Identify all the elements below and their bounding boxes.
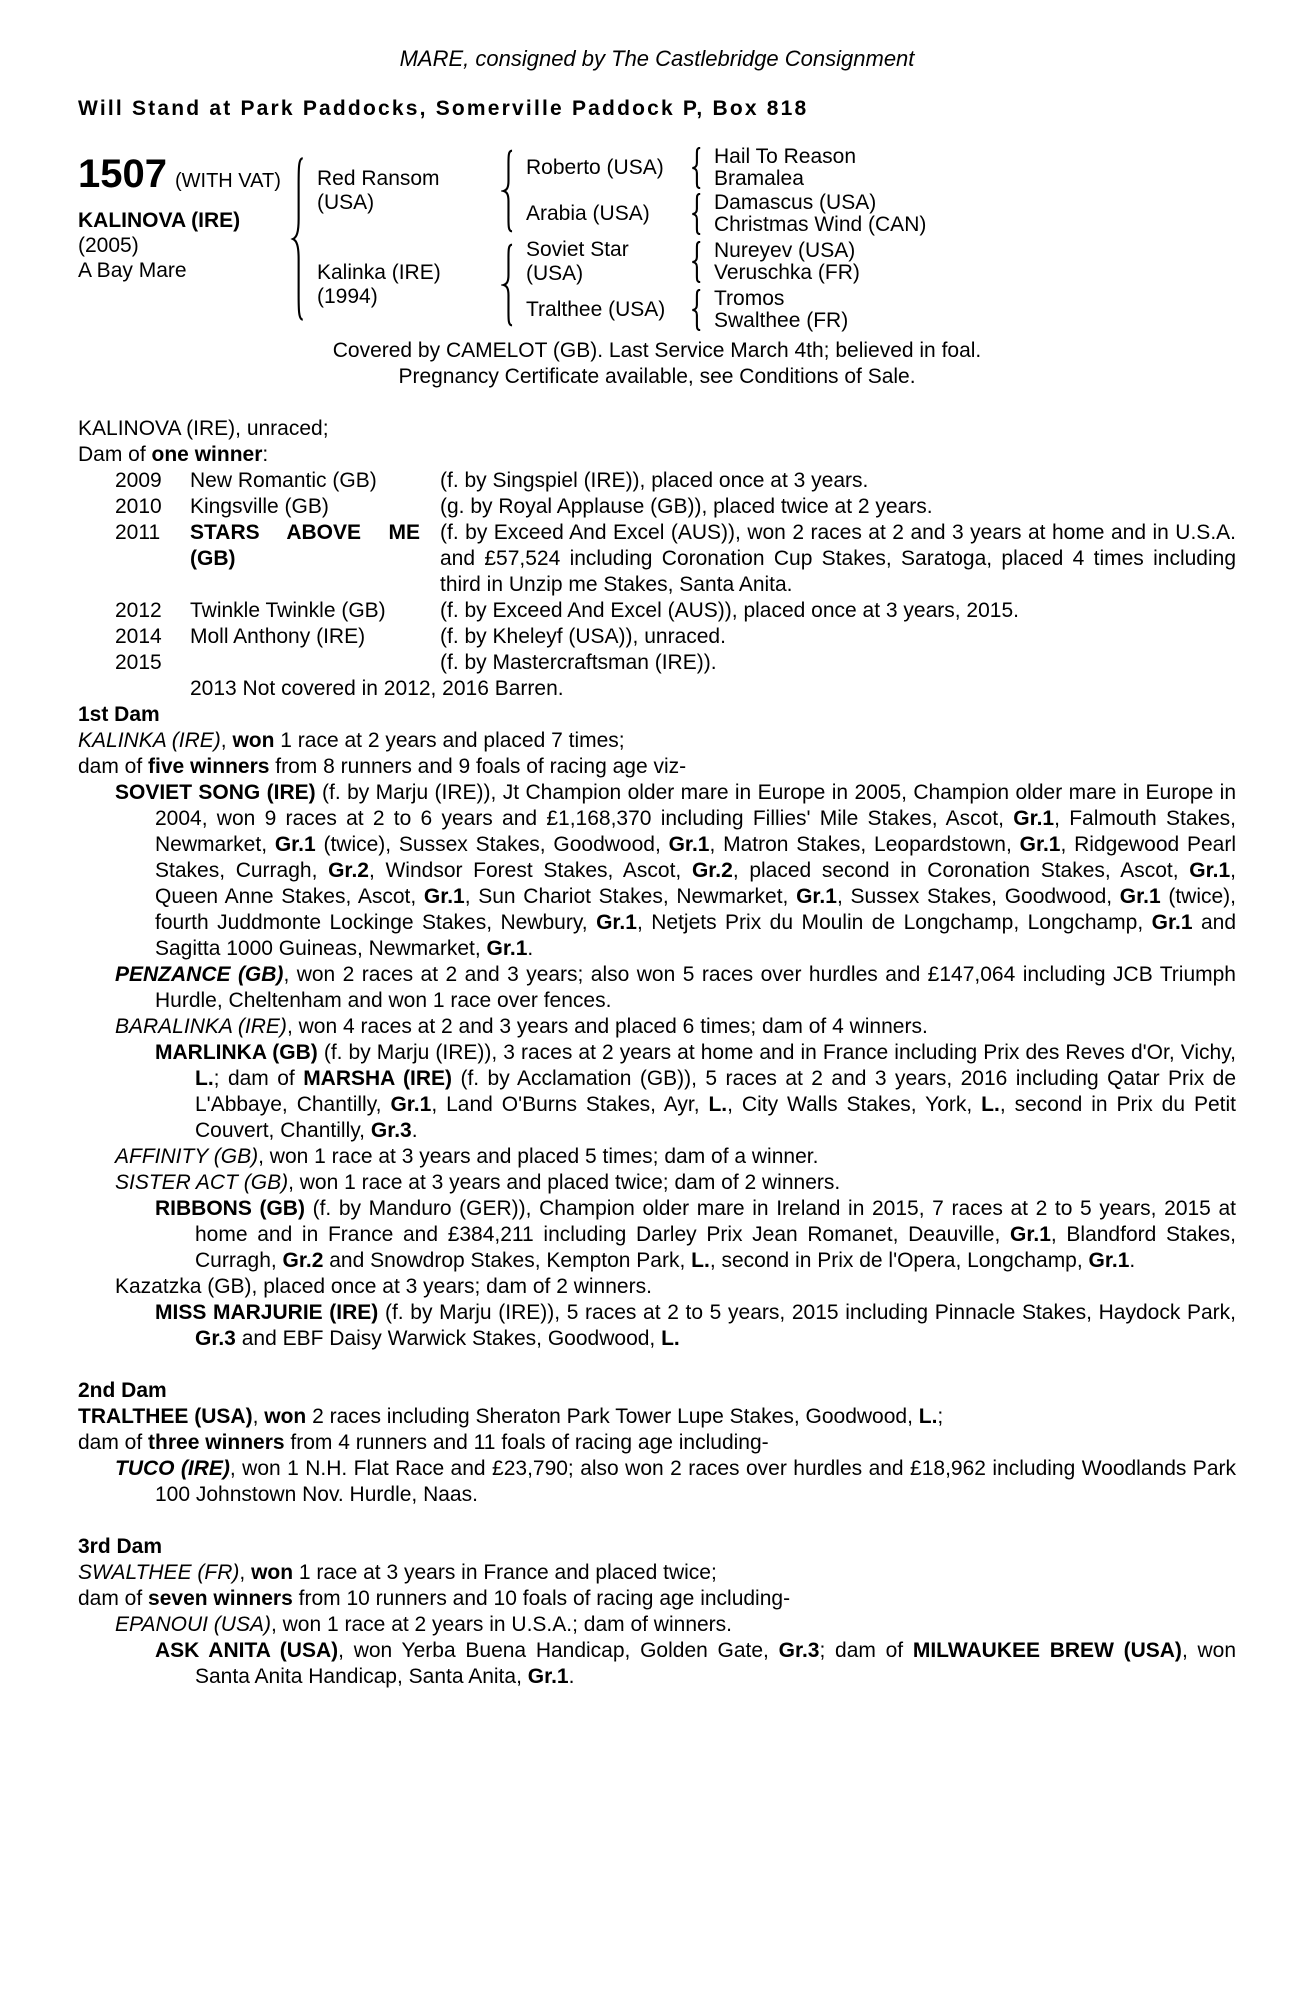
great-grandparent-name: Hail To Reason [714,145,857,168]
grandsire-branch [514,146,1236,190]
pedigree-brace-icon [690,241,702,283]
granddam-branch [514,288,1236,332]
foal-description: (f. by Exceed And Excel (AUS)), won 2 races at 2 and 3 years at home and in U.S.A. and £57,524 including Coronation Cup Stakes, Saratoga, placed 4 times including third in Unzip me Stakes, Santa Anita. [440,521,1236,596]
foal-name [190,650,440,676]
great-grandparent-name: Nureyev (USA) [714,239,856,262]
great-grandparent-name: Veruschka (FR) [714,261,860,284]
pregnancy-certificate-line: Pregnancy Certificate available, see Conditions of Sale. [398,365,916,388]
foal-name: Moll Anthony (IRE) [190,625,366,648]
dam-branch [305,238,1236,332]
dam-summary: SWALTHEE (FR), won 1 race at 3 years in France and placed twice; [78,1561,717,1584]
lot-line [78,146,290,194]
dam-year: (1994) [317,285,378,308]
grandsire-branch [514,238,1236,286]
horse-entry-tuco: TUCO (IRE), won 1 N.H. Flat Race and £23,790; also won 2 races over hurdles and £18,962 including Woodlands Park 100 Johnstown Nov. Hurdle, Naas. [115,1457,1236,1506]
section-heading: 1st Dam [78,703,160,726]
horse-entry-kazatzka: Kazatzka (GB), placed once at 3 years; dam of 2 winners. [115,1275,652,1298]
horse-entry-baralinka: BARALINKA (IRE), won 4 races at 2 and 3 years and placed 6 times; dam of 4 winners. [115,1015,928,1038]
sire-grandparents [514,146,1236,236]
foal-year: 2009 [115,469,162,492]
horse-entry-sister-act: SISTER ACT (GB), won 1 race at 3 years and placed twice; dam of 2 winners. [115,1171,841,1194]
produce-row [115,650,1236,676]
produce-row [115,520,1236,598]
foal-description: (g. by Royal Applause (GB)), placed twice at 2 years. [440,495,933,518]
great-grandparent-name: Tromos [714,287,785,310]
dam-name [305,261,501,309]
pedigree-brace-icon [690,193,702,235]
foal-description: (f. by Kheleyf (USA)), unraced. [440,625,726,648]
foal-year: 2015 [115,651,162,674]
great-grandparents [702,146,1236,190]
horse-entry-soviet-song: SOVIET SONG (IRE) (f. by Marju (IRE)), Jt Champion older mare in Europe in 2005, Champion older mare in Europe in 2004, won 9 races at 2 to 6 years and £1,168,370 including Fillies' Mile Stakes, Ascot, Gr.1, Falmouth Stakes, Newmarket, Gr.1 (twice), Sussex Stakes, Goodwood, Gr.1, Matron Stakes, Leopardstown, Gr.1, Ridgewood Pearl Stakes, Curragh, Gr.2, Windsor Forest Stakes, Ascot, Gr.2, placed second in Coronation Stakes, Ascot, Gr.1, Queen Anne Stakes, Ascot, Gr.1, Sun Chariot Stakes, Newmarket, Gr.1, Sussex Stakes, Goodwood, Gr.1 (twice), fourth Juddmonte Lockinge Stakes, Newbury, Gr.1, Netjets Prix du Moulin de Longchamp, Longchamp, Gr.1 and Sagitta 1000 Guineas, Newmarket, Gr.1. [115,781,1237,960]
horse-entry-penzance: PENZANCE (GB), won 2 races at 2 and 3 years; also won 5 races over hurdles and £147,064 including JCB Triumph Hurdle, Cheltenham and won 1 race over fences. [115,963,1236,1012]
pedigree-brace-icon [501,149,514,233]
pedigree-brace-icon [690,147,702,189]
great-grandparents [702,192,1236,236]
dam-grandparents [514,238,1236,332]
mare-race-record: KALINOVA (IRE), unraced; [78,417,329,440]
dam-summary: KALINKA (IRE), won 1 race at 2 years and placed 7 times; [78,729,625,752]
horse-entry-ribbons: RIBBONS (GB) (f. by Manduro (GER)), Champion older mare in Ireland in 2015, 7 races at 2 to 5 years, 2015 at home and in France and £384,211 including Darley Prix Jean Romanet, Deauville, Gr.1, Blandford Stakes, Curragh, Gr.2 and Snowdrop Stakes, Kempton Park, L., second in Prix de l'Opera, Longchamp, Gr.1. [155,1197,1237,1272]
great-grandparents [702,288,1236,332]
foal-year: 2011 [115,521,161,544]
pedigree-brace-icon [690,289,702,331]
vat-label: (WITH VAT) [174,170,281,192]
great-grandparents [702,240,1236,284]
first-dam-section [78,702,1236,1352]
foal-name: Twinkle Twinkle (GB) [190,599,386,622]
dam-summary: TRALTHEE (USA), won 2 races including Sheraton Park Tower Lupe Stakes, Goodwood, L.; [78,1405,944,1428]
subject-horse-description: A Bay Mare [78,259,187,282]
pedigree-brace-icon [501,243,514,327]
stand-location-line: Will Stand at Park Paddocks, Somerville Paddock P, Box 818 [78,97,809,120]
covered-line: Covered by CAMELOT (GB). Last Service March 4th; believed in foal. [332,339,982,362]
consignment-title: MARE, consigned by The Castlebridge Consignment [399,46,915,71]
produce-record [78,416,1236,702]
foal-name: STARS ABOVE ME (GB) [190,521,420,570]
grandparent-name: Tralthee (USA) [526,298,666,321]
foal-year: 2012 [115,599,162,622]
third-dam-section [78,1534,1236,1690]
pedigree-brace-icon [290,155,305,323]
lot-number: 1507 [78,152,167,196]
pedigree-subject [78,146,290,332]
subject-horse [78,208,290,283]
produce-row [115,468,1236,494]
foal-year: 2014 [115,625,162,648]
subject-horse-name: KALINOVA (IRE) [78,209,241,232]
great-grandparent-name: Swalthee (FR) [714,309,849,332]
horse-entry-affinity: AFFINITY (GB), won 1 race at 3 years and placed 5 times; dam of a winner. [115,1145,819,1168]
section-heading: 3rd Dam [78,1535,163,1558]
horse-entry-epanoui: EPANOUI (USA), won 1 race at 2 years in U.S.A.; dam of winners. [115,1613,733,1636]
covering-details [78,338,1236,390]
horse-entry-ask-anita: ASK ANITA (USA), won Yerba Buena Handicap, Golden Gate, Gr.3; dam of MILWAUKEE BREW (USA), won Santa Anita Handicap, Santa Anita, Gr.1. [155,1639,1237,1688]
great-grandparent-name: Bramalea [714,167,804,190]
section-heading: 2nd Dam [78,1379,167,1402]
pedigree-tree [78,146,1236,332]
produce-row [115,494,1236,520]
sire-name: Red Ransom (USA) [317,167,440,214]
horse-entry-miss-marjurie: MISS MARJURIE (IRE) (f. by Marju (IRE)), 5 races at 2 to 5 years, 2015 including Pinnacle Stakes, Haydock Park, Gr.3 and EBF Daisy Warwick Stakes, Goodwood, L. [155,1301,1236,1350]
dam-produce-summary: dam of three winners from 4 runners and 11 foals of racing age including- [78,1431,769,1454]
dam-produce-summary: dam of five winners from 8 runners and 9 foals of racing age viz- [78,755,687,778]
produce-row [115,598,1236,624]
foal-name: Kingsville (GB) [190,495,329,518]
great-grandparent-name: Damascus (USA) [714,191,877,214]
barren-note: 2013 Not covered in 2012, 2016 Barren. [190,677,564,700]
horse-entry-marlinka: MARLINKA (GB) (f. by Marju (IRE)), 3 races at 2 years at home and in France including Prix des Reves d'Or, Vichy, L.; dam of MARSHA (IRE) (f. by Acclamation (GB)), 5 races at 2 and 3 years, 2016 including Qatar Prix de L'Abbaye, Chantilly, Gr.1, Land O'Burns Stakes, Ayr, L., City Walls Stakes, York, L., second in Prix du Petit Couvert, Chantilly, Gr.3. [155,1041,1237,1142]
foal-description: (f. by Exceed And Excel (AUS)), placed once at 3 years, 2015. [440,599,1019,622]
dam-of-line: Dam of one winner: [78,443,269,466]
great-grandparent-name: Christmas Wind (CAN) [714,213,927,236]
grandparent-name: Roberto (USA) [526,156,664,179]
pedigree-generations [305,146,1236,332]
second-dam-section [78,1378,1236,1508]
dam-produce-summary: dam of seven winners from 10 runners and 10 foals of racing age including- [78,1587,791,1610]
foal-year: 2010 [115,495,162,518]
foal-description: (f. by Singspiel (IRE)), placed once at 3 years. [440,469,869,492]
grandparent-name: Soviet Star (USA) [526,238,629,285]
granddam-branch [514,192,1236,236]
foal-description: (f. by Mastercraftsman (IRE)). [440,651,717,674]
sire-branch [305,146,1236,236]
subject-horse-year: (2005) [78,234,139,257]
foal-name: New Romantic (GB) [190,469,377,492]
dam-name-text: Kalinka (IRE) [317,261,441,284]
produce-row [115,624,1236,650]
grandparent-name: Arabia (USA) [526,202,650,225]
